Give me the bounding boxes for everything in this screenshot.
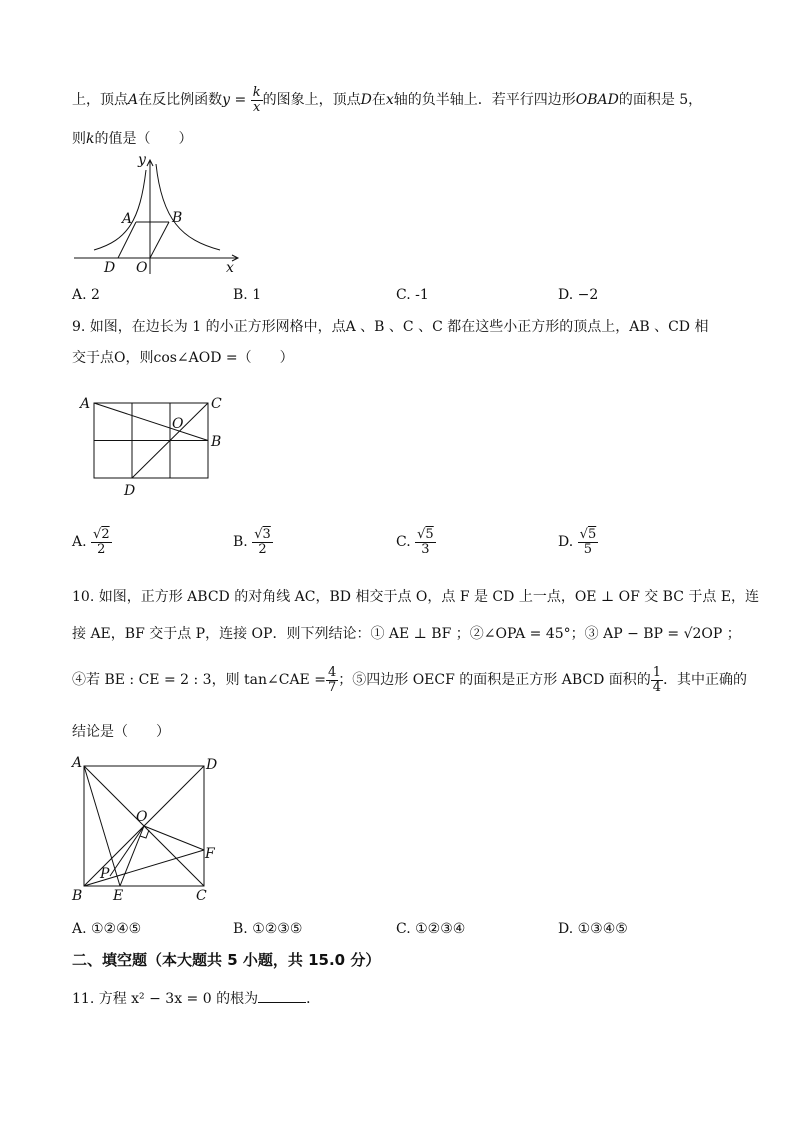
q8-line1 (72, 86, 702, 114)
q8-text: 则 (72, 131, 86, 147)
k-ref: k (86, 131, 95, 147)
fn-eq: = (230, 92, 251, 109)
label-f: F (205, 846, 215, 862)
label-o: O (172, 416, 184, 432)
q9-line1: 9. 如图，在边长为 1 的小正方形网格中，点A 、B 、C 、C 都在这些小正方形的顶点上，AB 、CD 相 (72, 319, 709, 335)
parallelogram-ref: OBAD (575, 92, 619, 109)
label-p: P (100, 866, 110, 882)
label-b: B (72, 888, 83, 902)
option-letter: B. (233, 534, 248, 551)
option-denominator: 5 (583, 541, 593, 557)
option-numerator: √5 (579, 527, 597, 542)
q8-option-b[interactable]: B. 1 (233, 287, 262, 303)
radicand: 3 (262, 527, 271, 542)
q9-figure (76, 392, 236, 502)
fraction-denominator: 7 (327, 679, 337, 695)
label-c: C (196, 888, 207, 902)
option-fraction (415, 528, 436, 556)
q10-line4: 结论是（ ） (72, 724, 170, 740)
label-d: D (206, 757, 218, 773)
curve-right (156, 164, 220, 250)
q9-option-d[interactable] (558, 528, 598, 556)
fn-y: y (222, 92, 231, 109)
label-o: O (136, 260, 148, 276)
label-y: y (138, 152, 146, 168)
option-letter: D. (558, 534, 574, 551)
x-axis-ref: x (385, 92, 394, 109)
q8-option-a[interactable]: A. 2 (72, 287, 100, 303)
q10-line1: 10. 如图，正方形 ABCD 的对角线 AC，BD 相交于点 O，点 F 是 CD 上一点，OE ⊥ OF 交 BC 于点 E，连 (72, 589, 760, 605)
label-x: x (226, 260, 234, 276)
label-e: E (113, 888, 124, 902)
option-letter: C. (396, 534, 411, 551)
q10-text: ；⑤四边形 OECF 的面积是正方形 ABCD 面积的 (338, 672, 651, 689)
q8-option-d[interactable]: D. −2 (558, 287, 599, 303)
label-o: O (136, 809, 148, 825)
q10-line2: 接 AE，BF 交于点 P，连接 OP．则下列结论：① AE ⊥ BF ；②∠OPA = 45°；③ AP − BP = √2OP ； (72, 626, 741, 642)
option-numerator: √5 (417, 527, 434, 542)
q11-text: 11. 方程 x² − 3x = 0 的根为 (72, 991, 259, 1007)
label-b: B (172, 210, 183, 226)
label-a: A (72, 755, 83, 771)
q10-option-d[interactable]: D. ①③④⑤ (558, 921, 628, 937)
segment-da (118, 222, 136, 258)
section-title: 二、填空题（本大题共 5 小题，共 15.0 分） (72, 951, 381, 969)
option-fraction (578, 528, 599, 556)
q8-text: 轴的负半轴上．若平行四边形 (393, 92, 576, 109)
fraction-numerator: 4 (327, 665, 337, 680)
q8-line2 (72, 132, 192, 146)
q8-text: 在反比例函数 (138, 92, 223, 109)
answer-blank[interactable] (258, 990, 306, 1003)
q10-option-a[interactable]: A. ①②④⑤ (72, 921, 142, 937)
option-numerator: √3 (254, 527, 271, 542)
point-d-ref: D (360, 92, 372, 109)
option-fraction (91, 528, 112, 556)
label-c: C (211, 396, 222, 412)
q9-option-c[interactable] (396, 528, 436, 556)
q11-end: ． (306, 991, 321, 1007)
q8-text: 的值是（ ） (94, 131, 193, 147)
label-d: D (124, 483, 136, 499)
q9-option-a[interactable] (72, 528, 112, 556)
radicand: 5 (587, 527, 597, 542)
fn-denominator: x (252, 99, 261, 115)
q8-text: 的面积是 5， (618, 92, 703, 109)
option-letter: A. (72, 534, 87, 551)
label-b: B (211, 434, 222, 450)
q10-text: ④若 BE : CE = 2 : 3，则 tan∠CAE = (72, 672, 326, 689)
q10-option-b[interactable]: B. ①②③⑤ (233, 921, 303, 937)
label-a: A (80, 396, 91, 412)
label-d: D (104, 260, 116, 276)
right-angle-mark (140, 830, 149, 838)
q10-option-c[interactable]: C. ①②③④ (396, 921, 466, 937)
option-denominator: 2 (258, 541, 267, 557)
q9-option-b[interactable] (233, 528, 273, 556)
q8-text: 上，顶点 (72, 92, 128, 109)
segment-ob (150, 222, 169, 258)
fn-fraction (251, 86, 263, 114)
point-a-ref: A (128, 92, 139, 109)
fraction-numerator: 1 (652, 665, 662, 680)
fn-numerator: k (252, 85, 261, 100)
q9-line2: 交于点O，则cos∠AOD =（ ） (72, 350, 294, 366)
segment-ab (94, 403, 208, 441)
fraction-denominator: 4 (652, 679, 662, 695)
curve-left (94, 170, 146, 250)
tan-fraction (326, 666, 338, 694)
option-fraction (252, 528, 273, 556)
option-denominator: 2 (97, 541, 106, 557)
q10-line3 (72, 666, 747, 694)
radicand: 2 (101, 527, 110, 542)
q8-figure (70, 150, 250, 280)
radicand: 5 (425, 527, 434, 542)
q10-text: ．其中正确的 (663, 672, 748, 689)
q10-figure (70, 752, 230, 902)
segment-of (144, 826, 204, 850)
q11-line (72, 990, 320, 1006)
option-numerator: √2 (93, 527, 110, 542)
area-fraction (651, 666, 663, 694)
q8-text: 的图象上，顶点 (262, 92, 361, 109)
option-denominator: 3 (421, 541, 430, 557)
label-a: A (122, 211, 133, 227)
q8-text: 在 (371, 92, 386, 109)
q8-option-c[interactable]: C. -1 (396, 287, 429, 303)
